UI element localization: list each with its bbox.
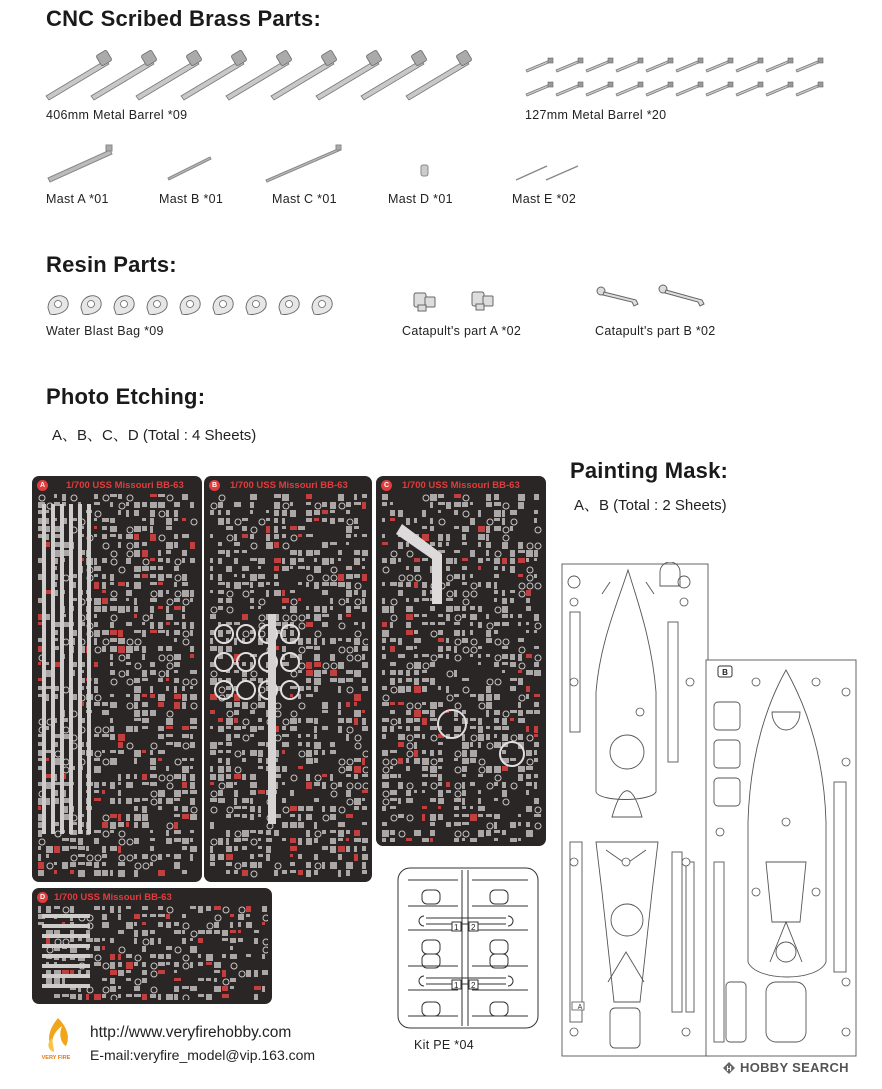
barrel-127: [646, 58, 673, 72]
barrel-127: [736, 58, 763, 72]
barrel-127: [616, 82, 643, 96]
barrels-406-illustration: [40, 46, 510, 106]
mast-a-label: Mast A *01: [46, 192, 109, 206]
barrel-127: [706, 58, 733, 72]
barrel-127: [526, 58, 553, 72]
sheet-a-title: 1/700 USS Missouri BB-63: [66, 480, 184, 491]
catapult-a-illustration: [408, 288, 518, 318]
hobby-search-watermark: [722, 1060, 849, 1075]
sheet-c-parts: [382, 494, 542, 842]
kit-pe-tag-1: 1: [454, 923, 459, 932]
water-blast-bag: [81, 296, 101, 315]
water-blast-bag: [246, 296, 266, 315]
water-blast-bag: [48, 296, 68, 315]
pe-sheet-a: [32, 476, 202, 882]
sheet-c-letter: C: [381, 480, 392, 491]
kit-pe-label: Kit PE *04: [414, 1038, 474, 1052]
catapult-a-label: Catapult's part A *02: [402, 324, 522, 338]
sheet-d-letter: D: [37, 892, 48, 903]
catapult-b-label: Catapult's part B *02: [595, 324, 716, 338]
barrel-127: [646, 82, 673, 96]
brass-parts-heading: CNC Scribed Brass Parts:: [46, 6, 322, 31]
pe-sheet-c: [376, 476, 546, 846]
barrel-127-label: 127mm Metal Barrel *20: [525, 108, 667, 122]
hobby-search-icon: [722, 1061, 736, 1075]
barrel-127: [676, 58, 703, 72]
barrel-127: [556, 58, 583, 72]
barrels-127-illustration: [522, 52, 842, 102]
barrel-127: [616, 58, 643, 72]
water-blast-bag: [180, 296, 200, 315]
painting-mask-heading: Painting Mask:: [570, 458, 729, 483]
mask-b-letter: B: [722, 668, 728, 677]
barrel-127: [796, 58, 823, 72]
barrel-127: [766, 58, 793, 72]
barrel-406-label: 406mm Metal Barrel *09: [46, 108, 188, 122]
barrel-127: [706, 82, 733, 96]
mast-d-label: Mast D *01: [388, 192, 453, 206]
barrel-127: [796, 82, 823, 96]
sheet-a-letter: A: [37, 480, 48, 491]
catapult-b-illustration: [592, 282, 722, 316]
water-blast-bag: [312, 296, 332, 315]
sheet-d-title: 1/700 USS Missouri BB-63: [54, 892, 172, 903]
sheet-d-parts: [38, 906, 268, 1000]
svg-text:H: H: [726, 1065, 732, 1073]
kit-pe-illustration: [396, 866, 540, 1032]
mask-a-letter: A: [577, 1004, 583, 1011]
veryfire-logo-text: VERY FIRE: [41, 1055, 71, 1061]
kit-pe-tag-2: 2: [471, 923, 476, 932]
barrel-127: [676, 82, 703, 96]
email-link[interactable]: E-mail:veryfire_model@vip.163.com: [90, 1047, 316, 1063]
water-blast-bag-illustration: [44, 290, 344, 320]
resin-parts-heading: Resin Parts:: [46, 252, 177, 277]
water-blast-bag-label: Water Blast Bag *09: [46, 324, 164, 338]
mast-e-label: Mast E *02: [512, 192, 577, 206]
painting-mask-subtitle: A、B (Total : 2 Sheets): [574, 497, 727, 514]
barrel-127: [586, 58, 613, 72]
sheet-b-letter: B: [209, 480, 220, 491]
barrel-127: [766, 82, 793, 96]
painting-mask-sheets: [560, 562, 860, 1058]
water-blast-bag: [213, 296, 233, 315]
pe-sheet-d: [32, 888, 272, 1004]
veryfire-logo: [36, 1016, 76, 1062]
barrel-127: [586, 82, 613, 96]
website-link[interactable]: http://www.veryfirehobby.com: [90, 1024, 292, 1041]
hobby-search-text: HOBBY SEARCH: [740, 1060, 849, 1075]
water-blast-bag: [114, 296, 134, 315]
pe-sheet-b: [204, 476, 372, 882]
barrel-127: [736, 82, 763, 96]
masts-illustration: [40, 140, 600, 190]
mast-c-label: Mast C *01: [272, 192, 337, 206]
kit-pe-tag-3: 1: [454, 981, 459, 990]
kit-pe-tag-4: 2: [471, 981, 476, 990]
sheet-b-title: 1/700 USS Missouri BB-63: [230, 480, 348, 491]
sheet-c-title: 1/700 USS Missouri BB-63: [402, 480, 520, 491]
water-blast-bag: [147, 296, 167, 315]
photo-etching-subtitle: A、B、C、D (Total : 4 Sheets): [52, 427, 257, 444]
photo-etching-heading: Photo Etching:: [46, 384, 206, 409]
sheet-a-parts: [38, 494, 198, 878]
mast-b-label: Mast B *01: [159, 192, 224, 206]
barrel-127: [526, 82, 553, 96]
water-blast-bag: [279, 296, 299, 315]
sheet-b-parts: [210, 494, 368, 878]
barrel-127: [556, 82, 583, 96]
